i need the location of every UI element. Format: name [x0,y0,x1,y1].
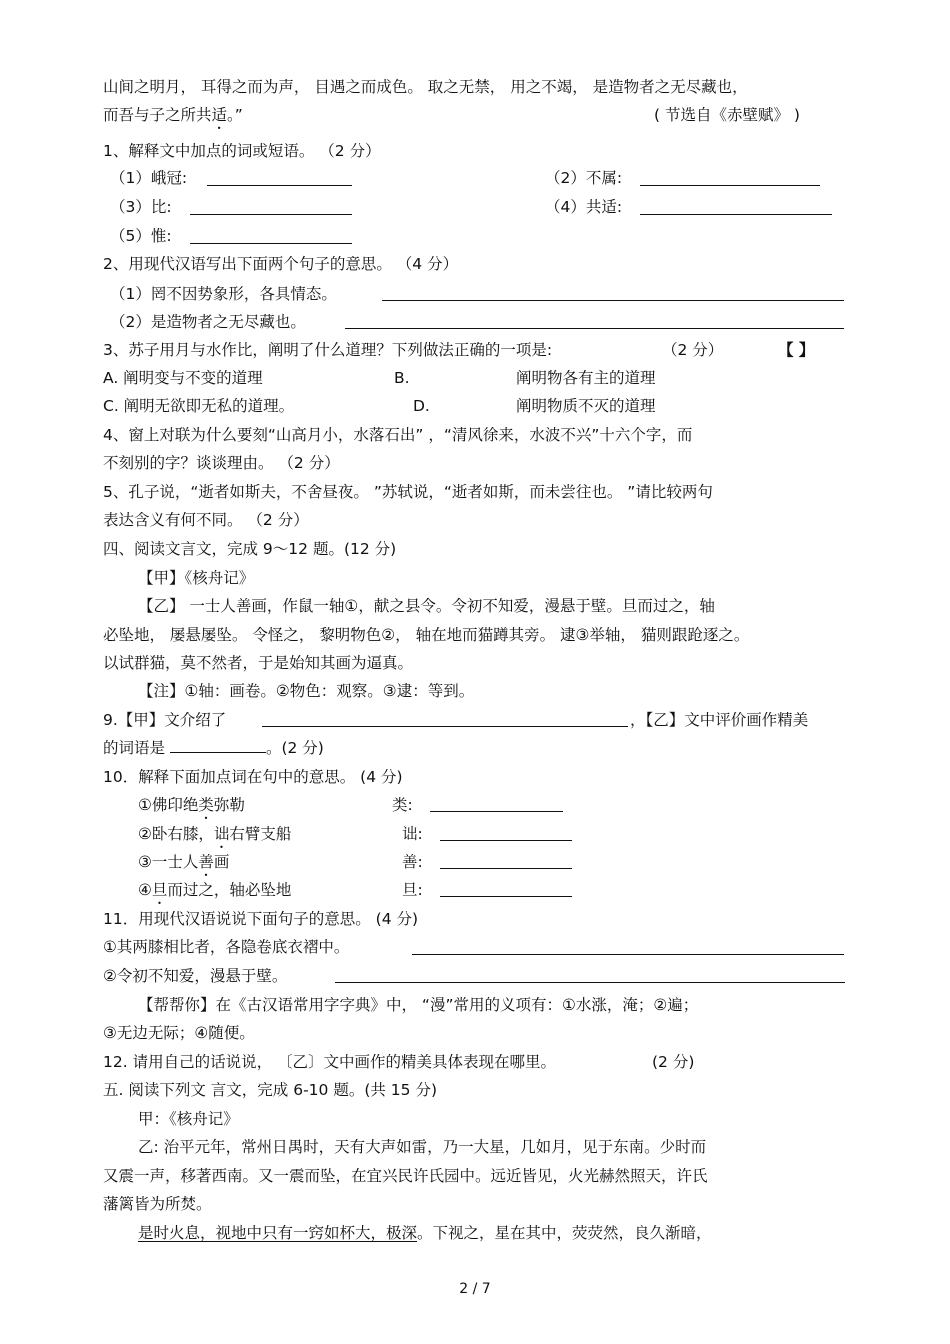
question-9-line: 9.【甲】文介绍了 [103,711,227,729]
answer-blank[interactable] [207,171,352,186]
question-9-line: ，【乙】文中评价画作精美 [630,711,809,729]
answer-blank[interactable] [440,882,572,897]
question-2-stem: 2、用现代汉语写出下面两个句子的意思。 （4 分） [103,255,459,273]
q10-item: ③一士人善画 [138,853,230,871]
underlined-sentence: 是时火息，视地中只有一窍如杯大，极深 [138,1224,418,1242]
q10-item: ④旦而过之，轴必坠地 [138,881,292,899]
passage-title: 【甲】《核舟记》 [138,569,255,587]
section-4-title: 四、阅读文言文，完成 9～12 题。(12 分) [103,540,397,558]
option-c: C. 阐明无欲即无私的道理。 [103,397,295,415]
q11-sentence: ①其两膝相比者，各隐卷底衣褶中。 [103,938,350,956]
passage-line: 以试群猫，莫不然者，于是始知其画为逼真。 [103,654,414,672]
help-note: ③无边无际；④随便。 [103,1024,255,1042]
question-5-line: 表达含义有何不同。 （2 分） [103,511,309,529]
question-4-line: 不刻别的字？谈谈理由。 （2 分） [103,454,340,472]
q10-word: 旦: [402,881,423,899]
option-d: 阐明物质不灭的道理 [516,397,656,415]
page-number: 2 / 7 [459,1281,491,1297]
source-citation: ( 节选自《赤壁赋》 ) [654,106,800,124]
answer-blank[interactable] [170,738,266,753]
answer-bracket[interactable]: 【 】 [778,341,815,359]
passage-title: 甲：《核舟记》 [138,1110,239,1128]
answer-blank[interactable] [190,200,352,215]
answer-blank[interactable] [345,314,844,329]
question-3-stem: 3、苏子用月与水作比，阐明了什么道理？下列做法正确的一项是: [103,341,553,359]
answer-blank[interactable] [335,968,845,983]
dotted-word: 旦 [151,881,168,899]
q1-item: （3）比: [110,198,172,216]
question-12: 12. 请用自己的话说说， 〔乙〕文中画作的精美具体表现在哪里。 [103,1053,557,1071]
q11-sentence: ②令初不知爱，漫悬于壁。 [103,967,288,985]
q10-word: 类: [392,796,413,814]
q2-sentence: （2）是造物者之无尽藏也。 [110,313,306,331]
dotted-word: 适 [211,106,228,124]
q1-item: （5）惟: [110,227,172,245]
question-9-line: 的词语是 。(2 分) [103,739,324,757]
q1-item: （2）不属: [545,169,623,187]
answer-blank[interactable] [430,797,563,812]
q1-item: （4）共适: [545,198,623,216]
passage-line: 是时火息，视地中只有一窍如杯大，极深。下视之，星在其中，荧荧然，良久渐暗， [138,1224,712,1242]
q10-word: 善: [402,853,423,871]
answer-blank[interactable] [440,826,572,841]
question-1-stem: 1、解释文中加点的词或短语。 （2 分） [103,142,381,160]
passage-line: 必坠地， 屡悬屡坠。 令怪之， 黎明物色②， 轴在地而猫蹲其旁。 逮③举轴， 猫则跟跄逐之。 [103,626,750,644]
dotted-word: 善 [198,853,214,871]
answer-blank[interactable] [190,229,352,244]
dotted-word: 诎 [213,825,230,843]
section-5-title: 五. 阅读下列文 言文，完成 6-10 题。(共 15 分) [103,1081,437,1099]
q10-word: 诎: [402,825,423,843]
passage-line: 乙: 治平元年，常州日禺时，天有大声如雷，乃一大星，几如月，见于东南。少时而 [138,1138,707,1156]
q2-sentence: （1）罔不因势象形，各具情态。 [110,285,337,303]
passage-line: 藩篱皆为所焚。 [103,1195,212,1213]
question-5-line: 5、孔子说，“逝者如斯夫，不舍昼夜。 ”苏轼说，“逝者如斯，而未尝往也。 ”请比较两句 [103,483,713,501]
q10-item: ②卧右膝，诎右臂支船 [138,825,292,843]
option-d-label: D. [413,397,430,415]
question-4-line: 4、窗上对联为什么要刻“山高月小，水落石出” ，“清风徐来，水波不兴”十六个字，而 [103,426,693,444]
passage-line: 又震一声，移著西南。又一震而坠，在宜兴民许氏园中。远近皆见，火光赫然照天，许氏 [103,1167,708,1185]
score: (2 分) [652,1053,695,1071]
help-note: 【帮帮你】在《古汉语常用字字典》中， “漫”常用的义项有：①水涨，淹；②遍； [138,996,699,1014]
dotted-word: 类 [198,796,214,814]
answer-blank[interactable] [440,854,572,869]
answer-blank[interactable] [640,200,832,215]
option-b-label: B. [394,369,410,387]
score: （2 分） [662,341,724,359]
answer-blank[interactable] [382,286,844,301]
passage-line: 山间之明月， 耳得之而为声， 目遇之而成色。 取之无禁， 用之不竭， 是造物者之无尽藏也， [103,78,748,96]
question-10-stem: 10．解释下面加点词在句中的意思。 (4 分) [103,768,403,786]
passage-note: 【注】①轴：画卷。②物色：观察。③逮：等到。 [138,682,475,700]
passage-line: 【乙】 一士人善画，作鼠一轴①，献之县令。令初不知爱，漫悬于壁。旦而过之，轴 [138,597,715,615]
question-11-stem: 11．用现代汉语说说下面句子的意思。 (4 分) [103,910,419,928]
answer-blank[interactable] [640,171,820,186]
option-a: A. 阐明变与不变的道理 [103,369,263,387]
answer-blank[interactable] [412,940,844,955]
option-b: 阐明物各有主的道理 [516,369,656,387]
q1-item: （1）峨冠: [110,169,188,187]
q10-item: ①佛印绝类弥勒 [138,796,245,814]
answer-blank[interactable] [262,712,628,727]
passage-line: 而吾与子之所共适。” [103,106,243,124]
